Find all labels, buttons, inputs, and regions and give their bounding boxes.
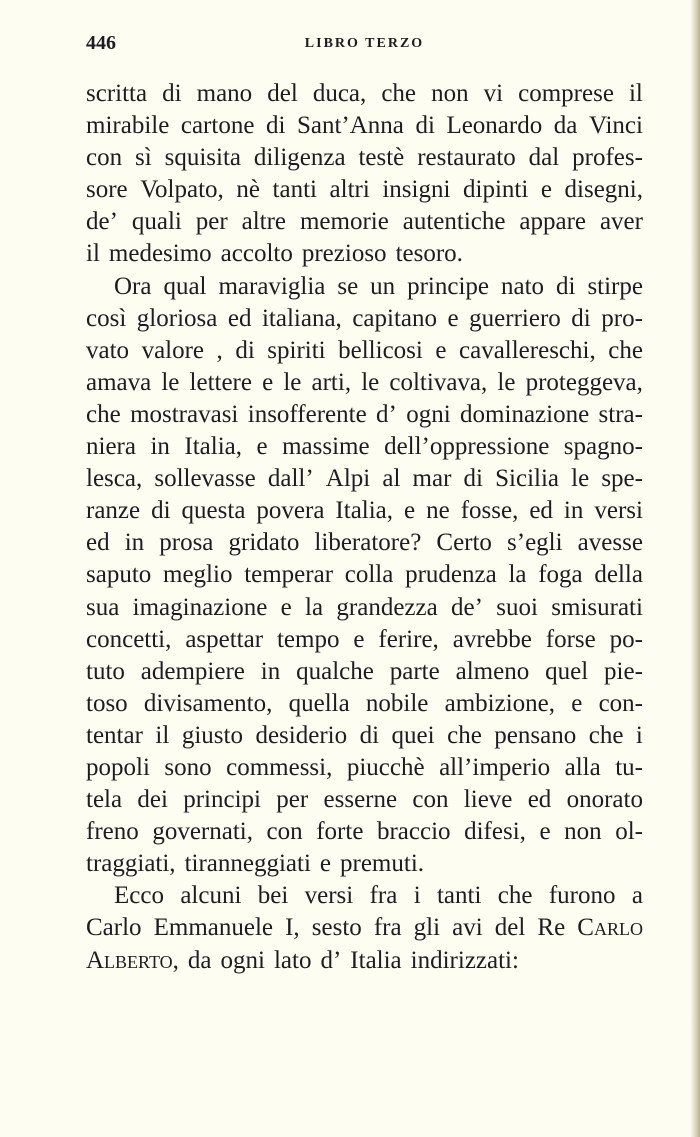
word: che bbox=[588, 721, 624, 749]
word: indirizzati: bbox=[410, 946, 519, 974]
word: avesse bbox=[577, 529, 643, 557]
word: le bbox=[497, 368, 516, 396]
word: di bbox=[415, 112, 435, 140]
word: fosse, bbox=[460, 497, 519, 525]
word: non bbox=[431, 80, 469, 107]
word: di bbox=[162, 80, 182, 107]
word: e bbox=[353, 625, 365, 653]
text-line bbox=[86, 238, 643, 270]
word: con- bbox=[598, 689, 643, 717]
word: così bbox=[86, 304, 127, 332]
word: maraviglia bbox=[218, 272, 326, 300]
word: ed bbox=[227, 304, 252, 332]
word: gli bbox=[413, 914, 441, 942]
word: e bbox=[540, 176, 552, 204]
word: insofferente bbox=[247, 400, 367, 428]
word: stra- bbox=[598, 400, 643, 428]
word: medesimo bbox=[108, 240, 212, 268]
word: commessi, bbox=[226, 753, 333, 781]
word: questa bbox=[181, 497, 246, 525]
word: Sicilia bbox=[495, 465, 560, 493]
word: Carlo bbox=[577, 914, 643, 942]
word: e bbox=[262, 368, 274, 396]
word: squisita bbox=[164, 144, 242, 172]
word: che bbox=[381, 80, 417, 107]
word: adempiere bbox=[140, 657, 245, 685]
word: tu- bbox=[615, 753, 643, 781]
word: arti, bbox=[311, 368, 352, 396]
word: per bbox=[195, 208, 228, 236]
word: Emmanuele bbox=[153, 914, 274, 942]
word: al bbox=[382, 465, 401, 493]
word: duca, bbox=[312, 80, 367, 107]
word: aspettar bbox=[185, 625, 264, 653]
word: governati, bbox=[152, 818, 253, 846]
word: prezioso bbox=[301, 240, 387, 268]
word: comprese bbox=[518, 80, 614, 107]
word: prudenza bbox=[405, 561, 497, 589]
word: smisurati bbox=[551, 593, 643, 621]
word: versi bbox=[304, 882, 354, 910]
word: de’ bbox=[451, 593, 483, 621]
word: popoli bbox=[86, 753, 150, 781]
word: il bbox=[628, 80, 643, 107]
word: mirabile bbox=[86, 112, 170, 140]
word: che bbox=[447, 721, 482, 749]
word: premuti. bbox=[340, 850, 425, 878]
word: principi bbox=[183, 786, 261, 814]
word: amava bbox=[86, 368, 152, 396]
text-line bbox=[86, 656, 643, 688]
word: fra bbox=[369, 882, 398, 910]
word: avi bbox=[452, 914, 483, 942]
word: ed bbox=[86, 529, 110, 557]
word: liberatore? bbox=[314, 529, 422, 557]
word: spiriti bbox=[267, 336, 326, 364]
word: traggiati, bbox=[86, 850, 176, 878]
text-line bbox=[86, 271, 643, 303]
text-line bbox=[86, 367, 643, 399]
word: ne bbox=[426, 497, 450, 525]
word: in bbox=[260, 657, 281, 685]
word: ambizione, bbox=[444, 689, 556, 717]
word: parte bbox=[389, 657, 440, 685]
text-line bbox=[86, 784, 643, 816]
word: lettere bbox=[189, 368, 252, 396]
word: furono bbox=[548, 882, 616, 910]
word: le bbox=[571, 465, 590, 493]
word: sì bbox=[135, 144, 152, 172]
word: di bbox=[235, 336, 255, 364]
word: gloriosa bbox=[136, 304, 218, 332]
word: mano bbox=[196, 80, 253, 107]
word: nobile bbox=[365, 689, 429, 717]
word: forte bbox=[316, 818, 364, 846]
word: altre bbox=[241, 208, 287, 236]
word: di bbox=[359, 721, 380, 749]
word: e bbox=[435, 336, 447, 364]
word: cavallereschi, bbox=[459, 336, 596, 364]
word: la bbox=[508, 561, 527, 589]
word: dei bbox=[137, 786, 168, 814]
word: ol- bbox=[615, 818, 643, 846]
word: desiderio bbox=[255, 721, 348, 749]
word: ferire, bbox=[378, 625, 439, 653]
word: colla bbox=[344, 561, 394, 589]
word: bellicosi bbox=[338, 336, 423, 364]
word: spe- bbox=[601, 465, 643, 493]
word: stirpe bbox=[587, 272, 643, 300]
word: forse bbox=[545, 625, 596, 653]
word: testè bbox=[358, 144, 405, 172]
word: principe bbox=[407, 272, 490, 300]
word: dall’ bbox=[267, 465, 314, 493]
word: d’ bbox=[320, 946, 342, 974]
word: un bbox=[370, 272, 396, 300]
word: de’ bbox=[86, 208, 118, 236]
word: lesca, bbox=[86, 465, 143, 493]
word: tela bbox=[86, 786, 123, 814]
text-line bbox=[86, 752, 643, 784]
word: saputo bbox=[86, 561, 152, 589]
word: esserne bbox=[323, 786, 398, 814]
word: Ora bbox=[114, 272, 152, 300]
word: memorie bbox=[299, 208, 389, 236]
word: braccio bbox=[376, 818, 451, 846]
word: di bbox=[151, 497, 171, 525]
word: in bbox=[150, 433, 170, 461]
word: e bbox=[404, 497, 416, 525]
word: Italia, bbox=[335, 497, 394, 525]
word: autentiche bbox=[402, 208, 506, 236]
text-line bbox=[86, 527, 643, 559]
word: meglio bbox=[163, 561, 233, 589]
word: lieve bbox=[463, 786, 513, 814]
word: insigni bbox=[382, 176, 451, 204]
word: da bbox=[553, 112, 578, 140]
text-line bbox=[86, 174, 643, 206]
word: sono bbox=[164, 753, 212, 781]
word: po- bbox=[609, 625, 643, 653]
word: mar bbox=[412, 465, 452, 493]
word: Sant’Anna bbox=[296, 112, 404, 140]
word: il bbox=[86, 240, 100, 268]
word: Volpato, bbox=[140, 176, 224, 204]
text-line bbox=[86, 559, 643, 591]
word: in bbox=[563, 497, 584, 525]
word: pensano bbox=[494, 721, 577, 749]
word: onorato bbox=[566, 786, 643, 814]
word: diligenza bbox=[253, 144, 346, 172]
word: i bbox=[635, 721, 643, 749]
word: Carlo bbox=[86, 914, 142, 942]
word: d’ bbox=[376, 400, 397, 428]
word: tempo bbox=[276, 625, 340, 653]
word: del bbox=[267, 80, 298, 107]
text-line bbox=[86, 110, 643, 142]
word: che bbox=[497, 882, 533, 910]
word: spagno- bbox=[563, 433, 643, 461]
word: della bbox=[594, 561, 643, 589]
word: Alpi bbox=[325, 465, 371, 493]
word: altri bbox=[329, 176, 370, 204]
word: Certo bbox=[436, 529, 492, 557]
word: ed bbox=[529, 497, 553, 525]
text-line bbox=[86, 495, 643, 527]
word: , bbox=[216, 336, 223, 364]
word: appare bbox=[519, 208, 587, 236]
text-line bbox=[86, 78, 643, 110]
page-header bbox=[86, 32, 643, 62]
page-edge-shadow bbox=[690, 0, 700, 1137]
word: tiranneggiati bbox=[184, 850, 311, 878]
word: niera bbox=[86, 433, 136, 461]
word: e bbox=[539, 818, 551, 846]
word: ogni bbox=[220, 946, 265, 974]
word: i bbox=[413, 882, 421, 910]
word: quel bbox=[545, 657, 589, 685]
word: di bbox=[556, 272, 576, 300]
word: bei bbox=[257, 882, 289, 910]
running-title: LIBRO TERZO bbox=[304, 36, 425, 51]
word: Italia, bbox=[184, 433, 242, 461]
word: tanti bbox=[436, 882, 482, 910]
word: vi bbox=[483, 80, 504, 107]
word: di bbox=[463, 465, 483, 493]
word: disegni, bbox=[564, 176, 643, 204]
word: e bbox=[280, 593, 292, 621]
word: foga bbox=[538, 561, 583, 589]
word: quali bbox=[131, 208, 182, 236]
word: e bbox=[319, 850, 332, 878]
text-line bbox=[86, 912, 643, 944]
word: piucchè bbox=[346, 753, 425, 781]
word: massime bbox=[282, 433, 370, 461]
body-text bbox=[86, 78, 643, 977]
word: per bbox=[276, 786, 309, 814]
word: difesi, bbox=[464, 818, 526, 846]
word: povera bbox=[256, 497, 325, 525]
word: alcuni bbox=[180, 882, 242, 910]
word: le bbox=[361, 368, 380, 396]
word: Italia bbox=[350, 946, 402, 974]
word: guerriero bbox=[469, 304, 561, 332]
word: pie- bbox=[604, 657, 643, 685]
word: divisamento, bbox=[143, 689, 273, 717]
word: sore bbox=[86, 176, 128, 204]
word: tentar bbox=[86, 721, 143, 749]
word: qual bbox=[163, 272, 207, 300]
word: non bbox=[564, 818, 602, 846]
word: dell’oppressione bbox=[384, 433, 550, 461]
word: le bbox=[283, 368, 302, 396]
word: la bbox=[305, 593, 324, 621]
word: da bbox=[187, 946, 212, 974]
word: mostravasi bbox=[130, 400, 239, 428]
word: accolto bbox=[220, 240, 293, 268]
word: a bbox=[631, 882, 643, 910]
page-number: 446 bbox=[86, 32, 116, 54]
word: dominazione bbox=[460, 400, 590, 428]
word: ogni bbox=[406, 400, 451, 428]
word: tuto bbox=[86, 657, 125, 685]
word: di bbox=[265, 112, 286, 140]
text-line bbox=[86, 206, 643, 238]
word: che bbox=[86, 400, 121, 428]
word: di bbox=[571, 304, 591, 332]
word: Vinci bbox=[588, 112, 643, 140]
word: I, bbox=[285, 914, 300, 942]
text-line bbox=[86, 816, 643, 848]
word: valore bbox=[141, 336, 205, 364]
word: alla bbox=[564, 753, 601, 781]
word: sollevasse bbox=[154, 465, 256, 493]
word: quella bbox=[288, 689, 350, 717]
word: che bbox=[608, 336, 643, 364]
word: grandezza bbox=[336, 593, 438, 621]
word: vato bbox=[86, 336, 130, 364]
text-line bbox=[86, 720, 643, 752]
text-line bbox=[86, 592, 643, 624]
word: sesto bbox=[311, 914, 362, 942]
word: qualche bbox=[296, 657, 374, 685]
text-line bbox=[86, 142, 643, 174]
word: suoi bbox=[496, 593, 538, 621]
text-line bbox=[86, 431, 643, 463]
word: concetti, bbox=[86, 625, 172, 653]
word: Ecco bbox=[114, 882, 164, 910]
word: con bbox=[412, 786, 449, 814]
word: gridato bbox=[228, 529, 300, 557]
word: dipinti bbox=[463, 176, 529, 204]
text-line bbox=[86, 399, 643, 431]
word: ranze bbox=[86, 497, 141, 525]
text-line bbox=[86, 688, 643, 720]
word: le bbox=[161, 368, 180, 396]
word: con bbox=[86, 144, 123, 172]
word: tesoro. bbox=[395, 240, 463, 268]
text-line bbox=[86, 335, 643, 367]
word: del bbox=[494, 914, 526, 942]
word: ed bbox=[527, 786, 552, 814]
word: almeno bbox=[455, 657, 530, 685]
word: e bbox=[256, 433, 268, 461]
word: profes- bbox=[572, 144, 643, 172]
word: e bbox=[571, 689, 583, 717]
word: quei bbox=[391, 721, 435, 749]
word: Re bbox=[537, 914, 566, 942]
word: aver bbox=[599, 208, 643, 236]
word: italiana, bbox=[261, 304, 342, 332]
word: sua bbox=[86, 593, 120, 621]
word: restaurato bbox=[417, 144, 516, 172]
word: con bbox=[266, 818, 303, 846]
word: fra bbox=[373, 914, 402, 942]
word: se bbox=[337, 272, 359, 300]
word: toso bbox=[86, 689, 128, 717]
word: imaginazione bbox=[132, 593, 268, 621]
word: s’egli bbox=[507, 529, 563, 557]
word: pro- bbox=[601, 304, 643, 332]
text-line bbox=[86, 624, 643, 656]
word: cartone bbox=[180, 112, 255, 140]
word: il bbox=[155, 721, 170, 749]
word: Leonardo bbox=[446, 112, 543, 140]
word: e bbox=[447, 304, 459, 332]
word: avrebbe bbox=[452, 625, 532, 653]
word: Alberto, bbox=[86, 946, 179, 974]
word: giusto bbox=[181, 721, 243, 749]
text-line bbox=[86, 463, 643, 495]
text-line bbox=[86, 880, 643, 912]
text-line bbox=[86, 945, 643, 977]
word: nato bbox=[501, 272, 545, 300]
word: prosa bbox=[159, 529, 214, 557]
word: proteggeva, bbox=[525, 368, 643, 396]
word: freno bbox=[86, 818, 139, 846]
word: capitano bbox=[352, 304, 438, 332]
word: temperar bbox=[244, 561, 334, 589]
word: scritta bbox=[86, 80, 148, 107]
text-line bbox=[86, 848, 643, 880]
word: all’imperio bbox=[439, 753, 551, 781]
word: coltivava, bbox=[389, 368, 488, 396]
text-line bbox=[86, 303, 643, 335]
word: lato bbox=[273, 946, 312, 974]
word: nè bbox=[236, 176, 260, 204]
word: tanti bbox=[272, 176, 317, 204]
word: in bbox=[124, 529, 145, 557]
word: versi bbox=[594, 497, 643, 525]
word: dal bbox=[528, 144, 560, 172]
